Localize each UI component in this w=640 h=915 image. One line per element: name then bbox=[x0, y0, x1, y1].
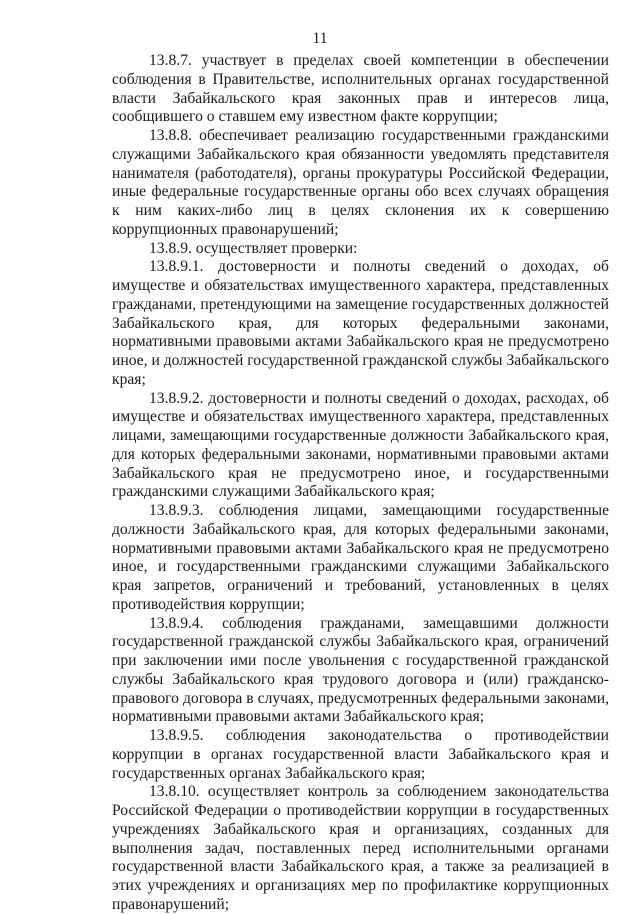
paragraph-13-8-9-5: 13.8.9.5. соблюдения законодательства о противодействии коррупции в органах государственной власти Забайкальского края и государственных органах Забайкальского края; bbox=[112, 727, 609, 782]
paragraph-13-8-9-1: 13.8.9.1. достоверности и полноты сведений о доходах, об имуществе и обязательствах имущественного характера, представленных гражданами, претендующими на замещение государственных должностей Забайкальского края, для которых федеральными законами, нормативными правовыми актами Забайкальского края не предусмотрено иное, и должностей государственной гражданской службы Забайкальского края; bbox=[112, 258, 609, 388]
paragraph-13-8-10: 13.8.10. осуществляет контроль за соблюдением законодательства Российской Федерации о противодействии коррупции в государственных учреждениях Забайкальского края и организациях, созданных для выполнения задач, поставленных перед исполнительными органами государственной власти Забайкальского края, а также за реализацией в этих учреждениях и организациях мер по профилактике коррупционных правонарушений; bbox=[112, 783, 609, 913]
paragraph-13-8-9: 13.8.9. осуществляет проверки: bbox=[149, 239, 358, 257]
paragraph-13-8-8: 13.8.8. обеспечивает реализацию государственными гражданскими служащими Забайкальского края обязанности уведомлять представителя нанимателя (работодателя), органы прокуратуры Российской Федерации, иные федеральные государственные органы обо всех случаях обращения к ним каких-либо лиц в целях склонения их к совершению коррупционных правонарушений; bbox=[112, 127, 609, 238]
paragraph-13-8-9-3: 13.8.9.3. соблюдения лицами, замещающими государственные должности Забайкальского края, для которых федеральными законами, нормативными правовыми актами Забайкальского края не предусмотрено иное, и государственными гражданскими служащими Забайкальского края запретов, ограничений и требований, установленных в целях противодействия коррупции; bbox=[112, 502, 609, 613]
paragraph-13-8-7: 13.8.7. участвует в пределах своей компетенции в обеспечении соблюдения в Правительстве, исполнительных органах государственной власти Забайкальского края законных прав и интересов лица, сообщившего о ставшем ему известном факте коррупции; bbox=[112, 52, 609, 126]
paragraph-13-8-9-4: 13.8.9.4. соблюдения гражданами, замещавшими должности государственной гражданской службы Забайкальского края, ограничений при заключении ими после увольнения с государственной гражданской службы Забайкальского края трудового договора и (или) гражданско-правового договора в случаях, предусмотренных федеральными законами, нормативными правовыми актами Забайкальского края; bbox=[112, 614, 609, 726]
paragraph-13-8-9-2: 13.8.9.2. достоверности и полноты сведений о доходах, расходах, об имуществе и обязательствах имущественного характера, представленных лицами, замещающими государственные должности Забайкальского края, для которых федеральными законами, нормативными правовыми актами Забайкальского края не предусмотрено иное, и государственными гражданскими служащими Забайкальского края; bbox=[112, 389, 609, 501]
document-body bbox=[112, 52, 609, 915]
page-number: 11 bbox=[312, 30, 328, 47]
